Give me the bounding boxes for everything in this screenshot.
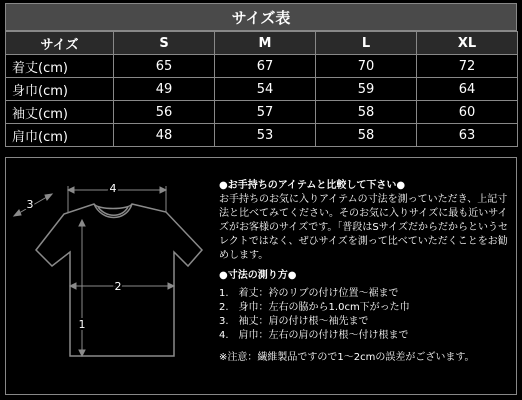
row-label: 着丈(cm) (6, 55, 114, 78)
diagram-label-4: 4 (109, 182, 117, 195)
table-cell: 70 (316, 55, 417, 78)
size-chart-title: サイズ表 (5, 3, 517, 31)
compare-text: お手持ちのお気に入りアイテムの寸法を測っていただき、上記寸法と比べてみてください。そのお気に入りサイズに最も近いサイズがお客様のサイズです。「普段はSサイズだからだからというセレクトではなく、ぜひサイズを測って比べていただくことをお勧めします。 (219, 194, 508, 261)
table-cell: 63 (417, 124, 518, 147)
table-cell: 57 (215, 101, 316, 124)
list-item: 4. 肩巾：左右の肩の付け根～付け根まで (219, 330, 409, 341)
table-cell: 56 (114, 101, 215, 124)
list-item: 2. 身巾：左右の脇から1.0cm下がった巾 (219, 302, 410, 313)
table-cell: 67 (215, 55, 316, 78)
row-label: 身巾(cm) (6, 78, 114, 101)
table-cell: 49 (114, 78, 215, 101)
measurement-info (219, 179, 515, 365)
table-cell: 48 (114, 124, 215, 147)
table-row (6, 124, 518, 147)
table-cell: 53 (215, 124, 316, 147)
measure-list (219, 287, 515, 343)
tolerance-note: ※注意：繊維製品ですので1～2cmの誤差がございます。 (219, 352, 475, 363)
table-cell: 72 (417, 55, 518, 78)
diagram-label-3: 3 (26, 198, 34, 211)
table-row (6, 101, 518, 124)
row-label: 袖丈(cm) (6, 101, 114, 124)
diagram-label-1: 1 (78, 318, 86, 331)
tshirt-diagram (6, 158, 216, 394)
header-size: サイズ (6, 32, 114, 55)
table-header-row (6, 32, 518, 55)
table-cell: 58 (316, 124, 417, 147)
size-table (5, 31, 518, 147)
header-m: M (215, 32, 316, 55)
table-cell: 59 (316, 78, 417, 101)
table-row (6, 55, 518, 78)
header-s: S (114, 32, 215, 55)
list-item: 1. 着丈：衿のリブの付け位置～裾まで (219, 288, 399, 299)
table-cell: 60 (417, 101, 518, 124)
row-label: 肩巾(cm) (6, 124, 114, 147)
table-cell: 65 (114, 55, 215, 78)
measurement-panel (5, 157, 517, 395)
measure-heading: ●寸法の測り方● (219, 270, 297, 281)
table-cell: 54 (215, 78, 316, 101)
table-cell: 64 (417, 78, 518, 101)
compare-heading: ●お手持ちのアイテムと比較して下さい● (219, 180, 406, 191)
header-xl: XL (417, 32, 518, 55)
table-cell: 58 (316, 101, 417, 124)
diagram-label-2: 2 (114, 280, 122, 293)
header-l: L (316, 32, 417, 55)
table-row (6, 78, 518, 101)
list-item: 3. 袖丈：肩の付け根～袖先まで (219, 316, 369, 327)
